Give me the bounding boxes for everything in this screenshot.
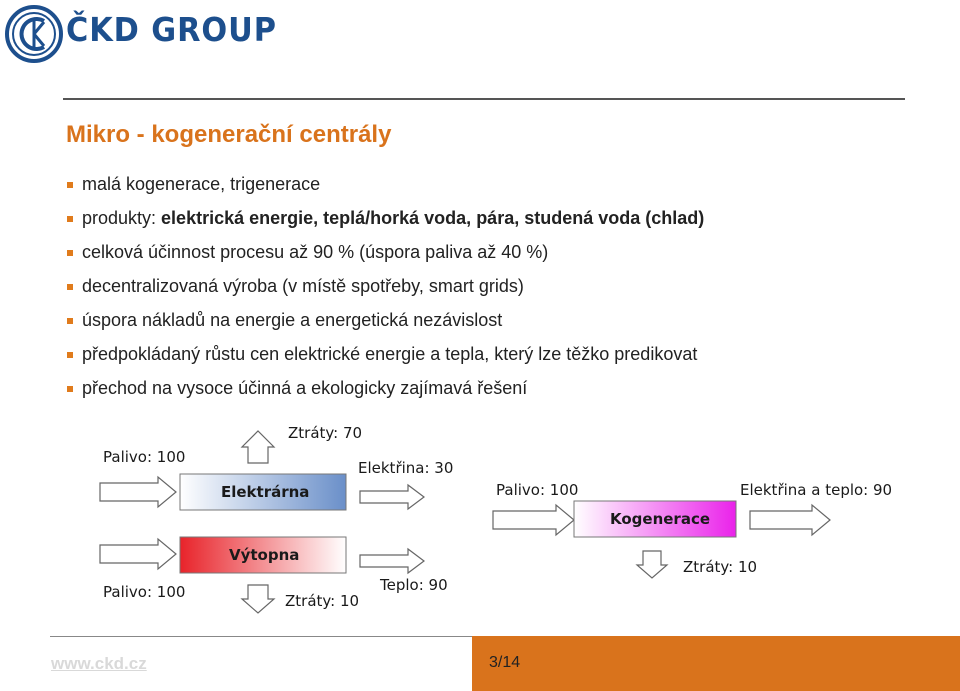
cogen-output-label: Elektřina a teplo: 90	[740, 481, 893, 499]
footer-divider	[50, 636, 472, 637]
power-output-label: Elektřina: 30	[358, 459, 454, 477]
bullet-item: předpokládaný růstu cen elektrické energie a tepla, který lze těžko predikovat	[66, 344, 704, 378]
header-divider	[63, 98, 905, 100]
footer-bar	[472, 636, 960, 691]
heat-output-label: Teplo: 90	[380, 576, 448, 594]
bullet-list	[66, 174, 704, 412]
cogen-input-arrow-icon	[493, 505, 574, 535]
bullet-square-icon	[67, 250, 73, 256]
power-input-arrow-icon	[100, 477, 176, 507]
heat-input-label: Palivo: 100	[103, 583, 186, 601]
bullet-square-icon	[67, 318, 73, 324]
power-loss-label: Ztráty: 70	[288, 424, 363, 442]
heat-output-arrow-icon	[360, 549, 424, 573]
ckd-logo-icon	[4, 4, 64, 64]
bullet-item: decentralizovaná výroba (v místě spotřeby, smart grids)	[66, 276, 704, 310]
bullet-square-icon	[67, 182, 73, 188]
cogen-loss-arrow-icon	[637, 551, 667, 578]
cogen-output-arrow-icon	[750, 505, 830, 535]
page-number: 3/14	[489, 654, 521, 671]
power-plant-label: Elektrárna	[221, 483, 310, 501]
bullet-square-icon	[67, 386, 73, 392]
heating-plant-label: Výtopna	[229, 546, 300, 564]
footer-link[interactable]: www.ckd.cz	[51, 654, 147, 673]
bullet-item: přechod na vysoce účinná a ekologicky zajímavá řešení	[66, 378, 704, 412]
heat-loss-label: Ztráty: 10	[285, 592, 360, 610]
bullet-item: produkty: elektrická energie, teplá/horká voda, pára, studená voda (chlad)	[66, 208, 704, 242]
power-input-label: Palivo: 100	[103, 448, 186, 466]
bullet-square-icon	[67, 352, 73, 358]
cogen-loss-label: Ztráty: 10	[683, 558, 758, 576]
bullet-item: celková účinnost procesu až 90 % (úspora paliva až 40 %)	[66, 242, 704, 276]
power-output-arrow-icon	[360, 485, 424, 509]
bullet-square-icon	[67, 284, 73, 290]
bullet-item: malá kogenerace, trigenerace	[66, 174, 704, 208]
power-loss-arrow-icon	[242, 431, 274, 463]
cogen-input-label: Palivo: 100	[496, 481, 579, 499]
slide-title: Mikro - kogenerační centrály	[66, 121, 392, 148]
bullet-item: úspora nákladů na energie a energetická nezávislost	[66, 310, 704, 344]
heat-input-arrow-icon	[100, 539, 176, 569]
bullet-square-icon	[67, 216, 73, 222]
cogeneration-label: Kogenerace	[610, 510, 711, 528]
brand-name: ČKD GROUP	[66, 10, 277, 49]
heat-loss-arrow-icon	[242, 585, 274, 613]
energy-flow-diagram	[0, 415, 960, 625]
